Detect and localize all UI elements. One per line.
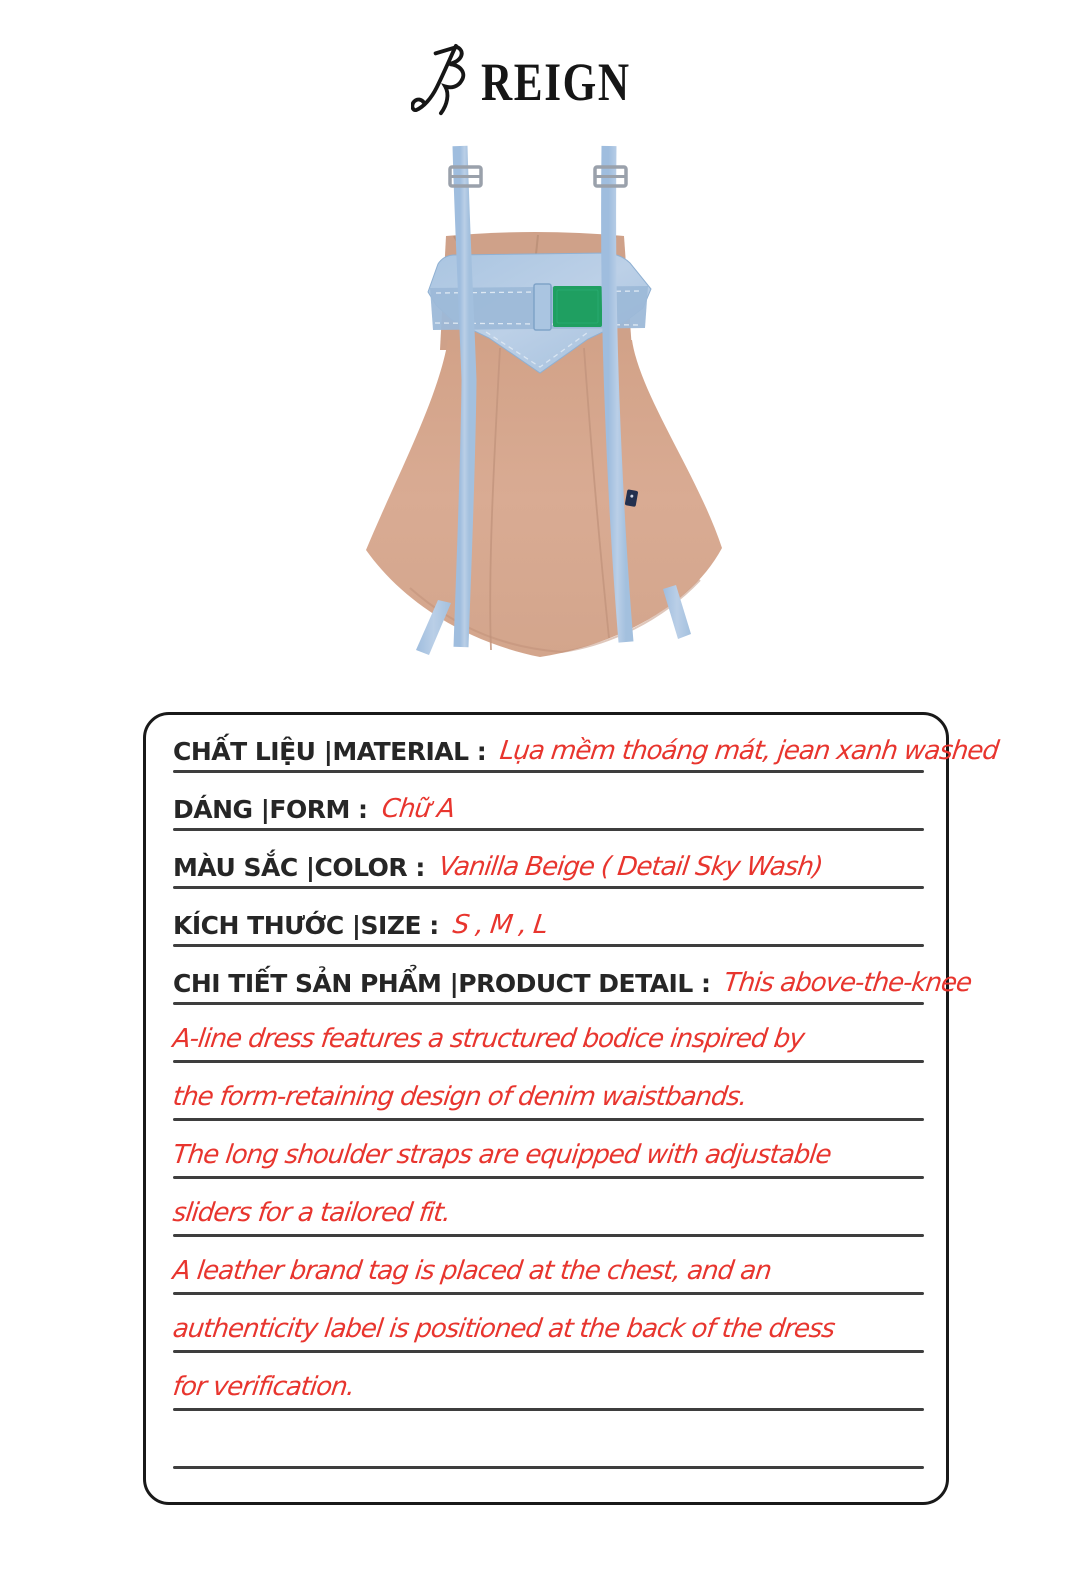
product-photo (350, 140, 750, 670)
detail-line: A leather brand tag is placed at the chest, and an (146, 1237, 946, 1295)
detail-line: A-line dress features a structured bodice inspired by (146, 1005, 946, 1063)
form-value: Chữ A (379, 794, 456, 824)
material-label: CHẤT LIỆU |MATERIAL : (173, 737, 487, 766)
size-label: KÍCH THƯỚC |SIZE : (173, 911, 439, 940)
detail-line: for verification. (146, 1353, 946, 1411)
row-size (146, 889, 946, 947)
row-material (146, 715, 1001, 773)
empty-ruled-line (146, 1411, 946, 1469)
belt-loop (534, 284, 551, 330)
detail-line: authenticity label is positioned at the back of the dress (146, 1295, 946, 1353)
brand-mark-icon (411, 42, 473, 116)
dress-skirt (366, 340, 722, 657)
color-value: Vanilla Beige ( Detail Sky Wash) (437, 852, 824, 882)
brand-name: REIGN (481, 52, 632, 112)
ruled-line (173, 1466, 924, 1469)
row-form (146, 773, 946, 831)
row-product-detail (146, 947, 974, 1005)
size-value: S , M , L (450, 910, 549, 940)
material-value: Lụa mềm thoáng mát, jean xanh washed (498, 736, 1001, 766)
product-details-card (143, 712, 1001, 1505)
form-label: DÁNG |FORM : (173, 795, 368, 824)
brand-tag (553, 286, 602, 327)
color-label: MÀU SẮC |COLOR : (173, 853, 425, 882)
brand-logo (0, 42, 1080, 116)
product-detail-label: CHI TIẾT SẢN PHẨM |PRODUCT DETAIL : (173, 969, 711, 998)
product-detail-value: This above-the-knee (722, 968, 974, 998)
detail-line: sliders for a tailored fit. (146, 1179, 946, 1237)
detail-line: the form-retaining design of denim waistbands. (146, 1063, 946, 1121)
detail-line: The long shoulder straps are equipped with adjustable (146, 1121, 946, 1179)
row-color (146, 831, 946, 889)
